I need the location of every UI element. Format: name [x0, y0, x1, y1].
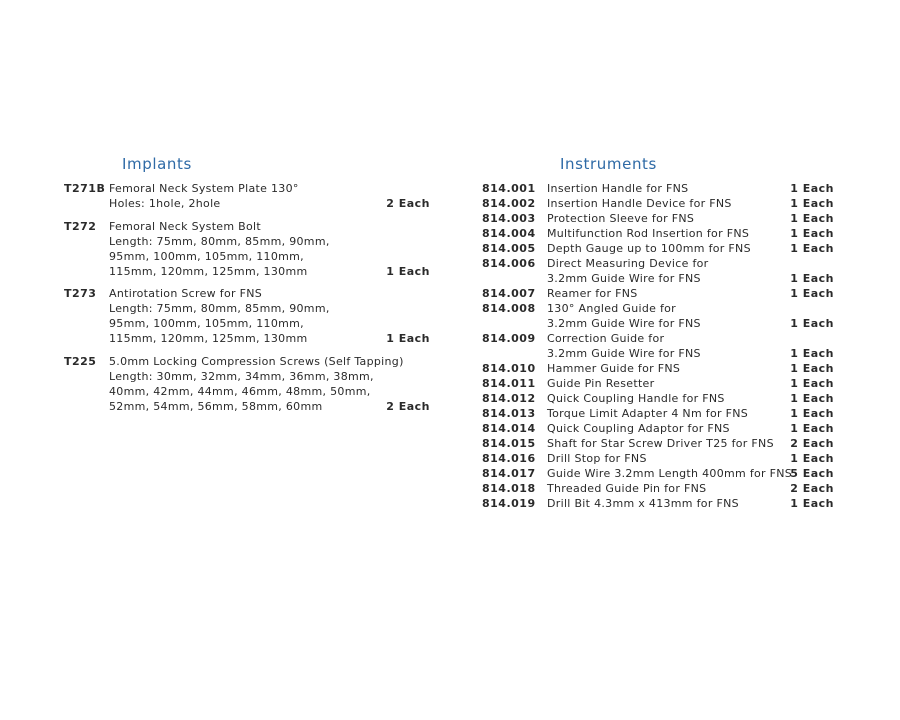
implant-description-line	[109, 264, 434, 279]
instrument-item	[482, 391, 838, 406]
instrument-line	[482, 316, 838, 331]
instrument-description: Multifunction Rod Insertion for FNS	[547, 227, 750, 240]
instrument-code: 814.007	[482, 287, 536, 300]
instrument-item	[482, 361, 838, 376]
implant-description-line	[109, 384, 434, 399]
implant-description-line	[109, 181, 434, 196]
implant-description-line	[109, 286, 434, 301]
instrument-line	[482, 226, 838, 241]
implant-description-line	[109, 301, 434, 316]
instrument-item	[482, 211, 838, 226]
implant-description-line	[109, 249, 434, 264]
instrument-line	[482, 466, 838, 481]
instrument-line	[482, 361, 838, 376]
instrument-code: 814.006	[482, 257, 536, 270]
instrument-item	[482, 451, 838, 466]
instrument-description: Reamer for FNS	[547, 287, 638, 300]
instrument-item	[482, 196, 838, 211]
instruments-list	[482, 181, 838, 511]
instrument-description: Insertion Handle Device for FNS	[547, 197, 732, 210]
instrument-quantity: 1 Each	[790, 362, 834, 375]
instrument-quantity: 5 Each	[790, 467, 834, 480]
implant-quantity: 2 Each	[386, 399, 430, 413]
instrument-line	[482, 481, 838, 496]
instrument-description: Depth Gauge up to 100mm for FNS	[547, 242, 751, 255]
instrument-description: Torque Limit Adapter 4 Nm for FNS	[547, 407, 749, 420]
instruments-heading: Instruments	[560, 155, 657, 173]
instrument-description: 3.2mm Guide Wire for FNS	[547, 317, 701, 330]
instrument-item	[482, 241, 838, 256]
instrument-item	[482, 406, 838, 421]
implant-description-line	[109, 399, 434, 414]
instrument-line	[482, 301, 838, 316]
instrument-description: Correction Guide for	[547, 332, 665, 345]
instrument-quantity: 1 Each	[790, 227, 834, 240]
instrument-line	[482, 271, 838, 286]
implant-description	[109, 219, 434, 279]
instrument-line	[482, 196, 838, 211]
instrument-code: 814.003	[482, 212, 536, 225]
instrument-description: 130° Angled Guide for	[547, 302, 676, 315]
instrument-code: 814.012	[482, 392, 536, 405]
implant-description-text: 40mm, 42mm, 44mm, 46mm, 48mm, 50mm,	[109, 384, 371, 398]
implant-item	[64, 219, 434, 279]
implant-description-text: Femoral Neck System Bolt	[109, 219, 262, 233]
instrument-description: Protection Sleeve for FNS	[547, 212, 695, 225]
instrument-item	[482, 466, 838, 481]
implant-quantity: 2 Each	[386, 197, 430, 210]
instrument-quantity: 2 Each	[790, 482, 834, 495]
instrument-code: 814.018	[482, 482, 536, 495]
implants-heading: Implants	[122, 155, 192, 173]
implant-item	[64, 181, 434, 211]
implant-description-text: 95mm, 100mm, 105mm, 110mm,	[109, 249, 304, 263]
instrument-item	[482, 301, 838, 331]
instrument-code: 814.004	[482, 227, 536, 240]
implant-description	[109, 181, 434, 211]
implant-description-text: Holes: 1hole, 2hole	[109, 197, 221, 210]
instrument-code: 814.014	[482, 422, 536, 435]
implant-description-text: Antirotation Screw for FNS	[109, 287, 263, 300]
instrument-quantity: 1 Each	[790, 407, 834, 420]
instrument-code: 814.011	[482, 377, 536, 390]
instrument-code: 814.010	[482, 362, 536, 375]
instrument-line	[482, 241, 838, 256]
instrument-quantity: 1 Each	[790, 182, 834, 195]
implant-code: T225	[64, 354, 97, 368]
instrument-description: 3.2mm Guide Wire for FNS	[547, 272, 701, 285]
implant-description-text: Length: 75mm, 80mm, 85mm, 90mm,	[109, 302, 330, 315]
implant-description-text: 5.0mm Locking Compression Screws (Self Tapping)	[109, 354, 404, 368]
instrument-quantity: 1 Each	[790, 212, 834, 225]
instrument-code: 814.017	[482, 467, 536, 480]
implant-quantity: 1 Each	[386, 264, 430, 278]
implant-description-text: Length: 75mm, 80mm, 85mm, 90mm,	[109, 234, 330, 248]
instrument-code: 814.001	[482, 182, 536, 195]
instrument-code: 814.019	[482, 497, 536, 510]
implant-description-line	[109, 219, 434, 234]
instrument-line	[482, 211, 838, 226]
instrument-item	[482, 181, 838, 196]
instrument-item	[482, 286, 838, 301]
instrument-quantity: 1 Each	[790, 422, 834, 435]
implant-code: T273	[64, 287, 97, 300]
instrument-description: Drill Bit 4.3mm x 413mm for FNS	[547, 497, 739, 510]
instrument-line	[482, 451, 838, 466]
instrument-item	[482, 436, 838, 451]
implant-code: T271B	[64, 182, 106, 195]
implant-description-text: 115mm, 120mm, 125mm, 130mm	[109, 332, 308, 345]
implant-description-text: 115mm, 120mm, 125mm, 130mm	[109, 264, 308, 278]
instrument-item	[482, 496, 838, 511]
instrument-code: 814.016	[482, 452, 536, 465]
implant-description-line	[109, 196, 434, 211]
instrument-quantity: 2 Each	[790, 437, 834, 450]
instrument-quantity: 1 Each	[790, 272, 834, 285]
implant-description-line	[109, 234, 434, 249]
implant-item	[64, 354, 434, 414]
instrument-line	[482, 376, 838, 391]
instrument-code: 814.005	[482, 242, 536, 255]
instrument-quantity: 1 Each	[790, 347, 834, 360]
implant-item	[64, 286, 434, 346]
instrument-code: 814.002	[482, 197, 536, 210]
instrument-line	[482, 181, 838, 196]
instrument-line	[482, 286, 838, 301]
instrument-line	[482, 256, 838, 271]
instrument-description: Threaded Guide Pin for FNS	[547, 482, 707, 495]
implant-description-text: Femoral Neck System Plate 130°	[109, 182, 299, 195]
instrument-quantity: 1 Each	[790, 377, 834, 390]
instrument-quantity: 1 Each	[790, 287, 834, 300]
instrument-item	[482, 256, 838, 286]
instrument-item	[482, 331, 838, 361]
instrument-quantity: 1 Each	[790, 317, 834, 330]
instrument-line	[482, 406, 838, 421]
implant-description	[109, 354, 434, 414]
implant-description-text: 95mm, 100mm, 105mm, 110mm,	[109, 317, 304, 330]
instrument-line	[482, 346, 838, 361]
instrument-item	[482, 376, 838, 391]
instrument-code: 814.013	[482, 407, 536, 420]
instrument-line	[482, 391, 838, 406]
implant-code: T272	[64, 219, 97, 233]
implant-quantity: 1 Each	[386, 332, 430, 345]
instrument-quantity: 1 Each	[790, 452, 834, 465]
instrument-item	[482, 421, 838, 436]
implant-description-text: 52mm, 54mm, 56mm, 58mm, 60mm	[109, 399, 323, 413]
instrument-description: Guide Pin Resetter	[547, 377, 655, 390]
instrument-line	[482, 436, 838, 451]
instrument-description: Insertion Handle for FNS	[547, 182, 689, 195]
instrument-quantity: 1 Each	[790, 242, 834, 255]
instrument-description: Guide Wire 3.2mm Length 400mm for FNS	[547, 467, 793, 480]
instrument-item	[482, 226, 838, 241]
instrument-quantity: 1 Each	[790, 497, 834, 510]
implants-list	[64, 181, 434, 421]
instrument-description: Drill Stop for FNS	[547, 452, 647, 465]
instrument-line	[482, 331, 838, 346]
instrument-item	[482, 481, 838, 496]
instrument-description: Direct Measuring Device for	[547, 257, 709, 270]
instrument-description: 3.2mm Guide Wire for FNS	[547, 347, 701, 360]
instrument-line	[482, 496, 838, 511]
implant-description-line	[109, 331, 434, 346]
instrument-code: 814.015	[482, 437, 536, 450]
instrument-description: Quick Coupling Adaptor for FNS	[547, 422, 730, 435]
implant-description-line	[109, 369, 434, 384]
instrument-quantity: 1 Each	[790, 392, 834, 405]
instrument-description: Hammer Guide for FNS	[547, 362, 681, 375]
instrument-line	[482, 421, 838, 436]
instrument-description: Shaft for Star Screw Driver T25 for FNS	[547, 437, 774, 450]
instrument-code: 814.009	[482, 332, 536, 345]
instrument-quantity: 1 Each	[790, 197, 834, 210]
implant-description-line	[109, 316, 434, 331]
implant-description-line	[109, 354, 434, 369]
instrument-code: 814.008	[482, 302, 536, 315]
implant-description-text: Length: 30mm, 32mm, 34mm, 36mm, 38mm,	[109, 369, 374, 383]
instrument-description: Quick Coupling Handle for FNS	[547, 392, 725, 405]
implant-description	[109, 286, 434, 346]
